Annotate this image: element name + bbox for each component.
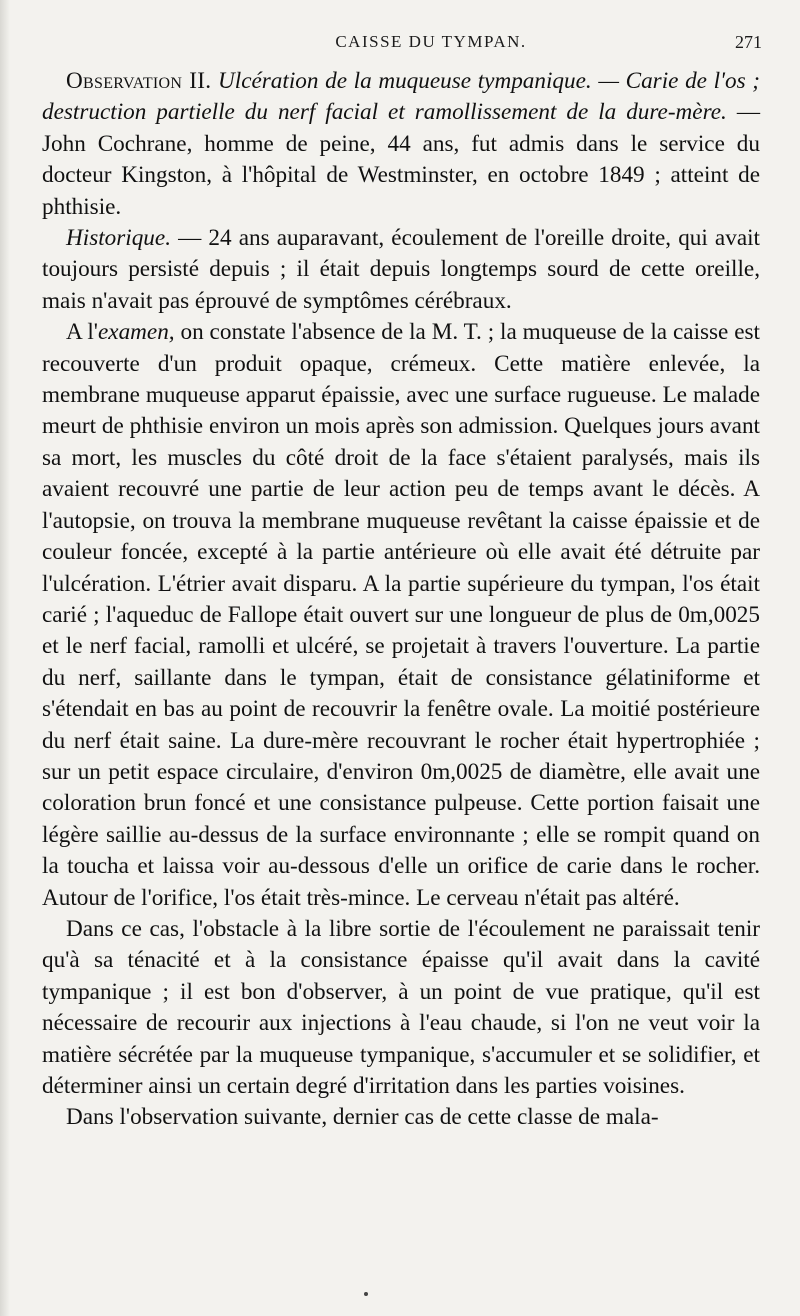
examen-paragraph bbox=[42, 317, 760, 914]
discussion-paragraph: Dans ce cas, l'obstacle à la libre sortie de l'écoulement ne paraissait tenir qu'à sa ténacité et à la consistance épaisse qu'il avait dans la cavité tympanique ; il est bon d'observer, à un point de vue pratique, qu'il est nécessaire de recourir aux injections à l'eau chaude, si l'on ne veut voir la matière sécrétée par la muqueuse tympanique, s'accumuler et se solidifier, et déterminer ainsi un certain degré d'irritation dans les parties voisines. bbox=[42, 915, 760, 1099]
examen-label: examen, bbox=[97, 319, 175, 346]
historique-label: Historique. bbox=[66, 225, 171, 252]
examen-text: on constate l'absence de la M. T. ; la muqueuse de la caisse est recouverte d'un produit opaque, crémeux. Cette matière enlevée, la membrane muqueuse apparut épaissie, avec une surface rugueuse. Le malade meurt de phthisie environ un mois après son admission. Quelques jours avant sa mort, les muscles du côté droit de la face s'étaient paralysés, mais ils avaient recouvré une partie de leur action peu de temps avant le décès. A l'autopsie, on trouva la membrane muqueuse revêtant la caisse épaissie et de couleur foncée, excepté à la partie antérieure où elle avait été détruite par l'ulcération. L'étrier avait disparu. A la partie supérieure du tympan, l'os était carié ; l'aqueduc de Fallope était ouvert sur une longueur de plus de 0m,0025 et le nerf facial, ramolli et ulcéré, se projetait à travers l'ouverture. La partie du nerf, saillante dans le tympan, était de consistance gélatiniforme et s'étendait en bas au point de recouvrir la fenêtre ovale. La moitié postérieure du nerf était saine. La dure-mère recouvrant le rocher était hypertrophiée ; sur un petit espace circulaire, d'environ 0m,0025 de diamètre, elle avait une coloration brun foncé et une consistance pulpeuse. Cette portion faisait une légère saillie au-dessus de la surface environnante ; elle se rompit quand on la toucha et laissa voir au-dessous d'elle un orifice de carie dans le rocher. Autour de l'orifice, l'os était très-mince. Le cerveau n'était pas altéré. bbox=[42, 319, 760, 911]
page-header bbox=[42, 32, 768, 60]
examen-prefix: A l' bbox=[66, 319, 98, 346]
observation-paragraph bbox=[42, 66, 760, 223]
observation-text: — John Cochrane, homme de peine, 44 ans, fut admis dans le service du docteur Kingston, à l'hôpital de Westminster, en octobre 1849 ; atteint de phthisie. bbox=[42, 99, 761, 220]
running-title: CAISSE DU TYMPAN. bbox=[335, 32, 527, 51]
body-text bbox=[42, 66, 760, 1134]
observation-label: Observation II. bbox=[66, 68, 212, 94]
historique-text: — 24 ans auparavant, écoulement de l'oreille droite, qui avait toujours persisté depuis ; il était depuis longtemps sourd de cette oreille, mais n'avait pas éprouvé de symptômes cérébraux. bbox=[42, 225, 760, 314]
page-edge-shadow bbox=[0, 0, 10, 1316]
historique-paragraph bbox=[42, 223, 760, 317]
observation-title: Ulcération de la muqueuse tympanique. — Carie de l'os ; destruction partielle du nerf facial et ramollissement de la dure-mère. bbox=[42, 68, 760, 126]
page-number: 271 bbox=[735, 32, 762, 52]
footer-ink-mark bbox=[364, 1292, 368, 1296]
next-observation-paragraph: Dans l'observation suivante, dernier cas de cette classe de mala- bbox=[66, 1104, 659, 1131]
